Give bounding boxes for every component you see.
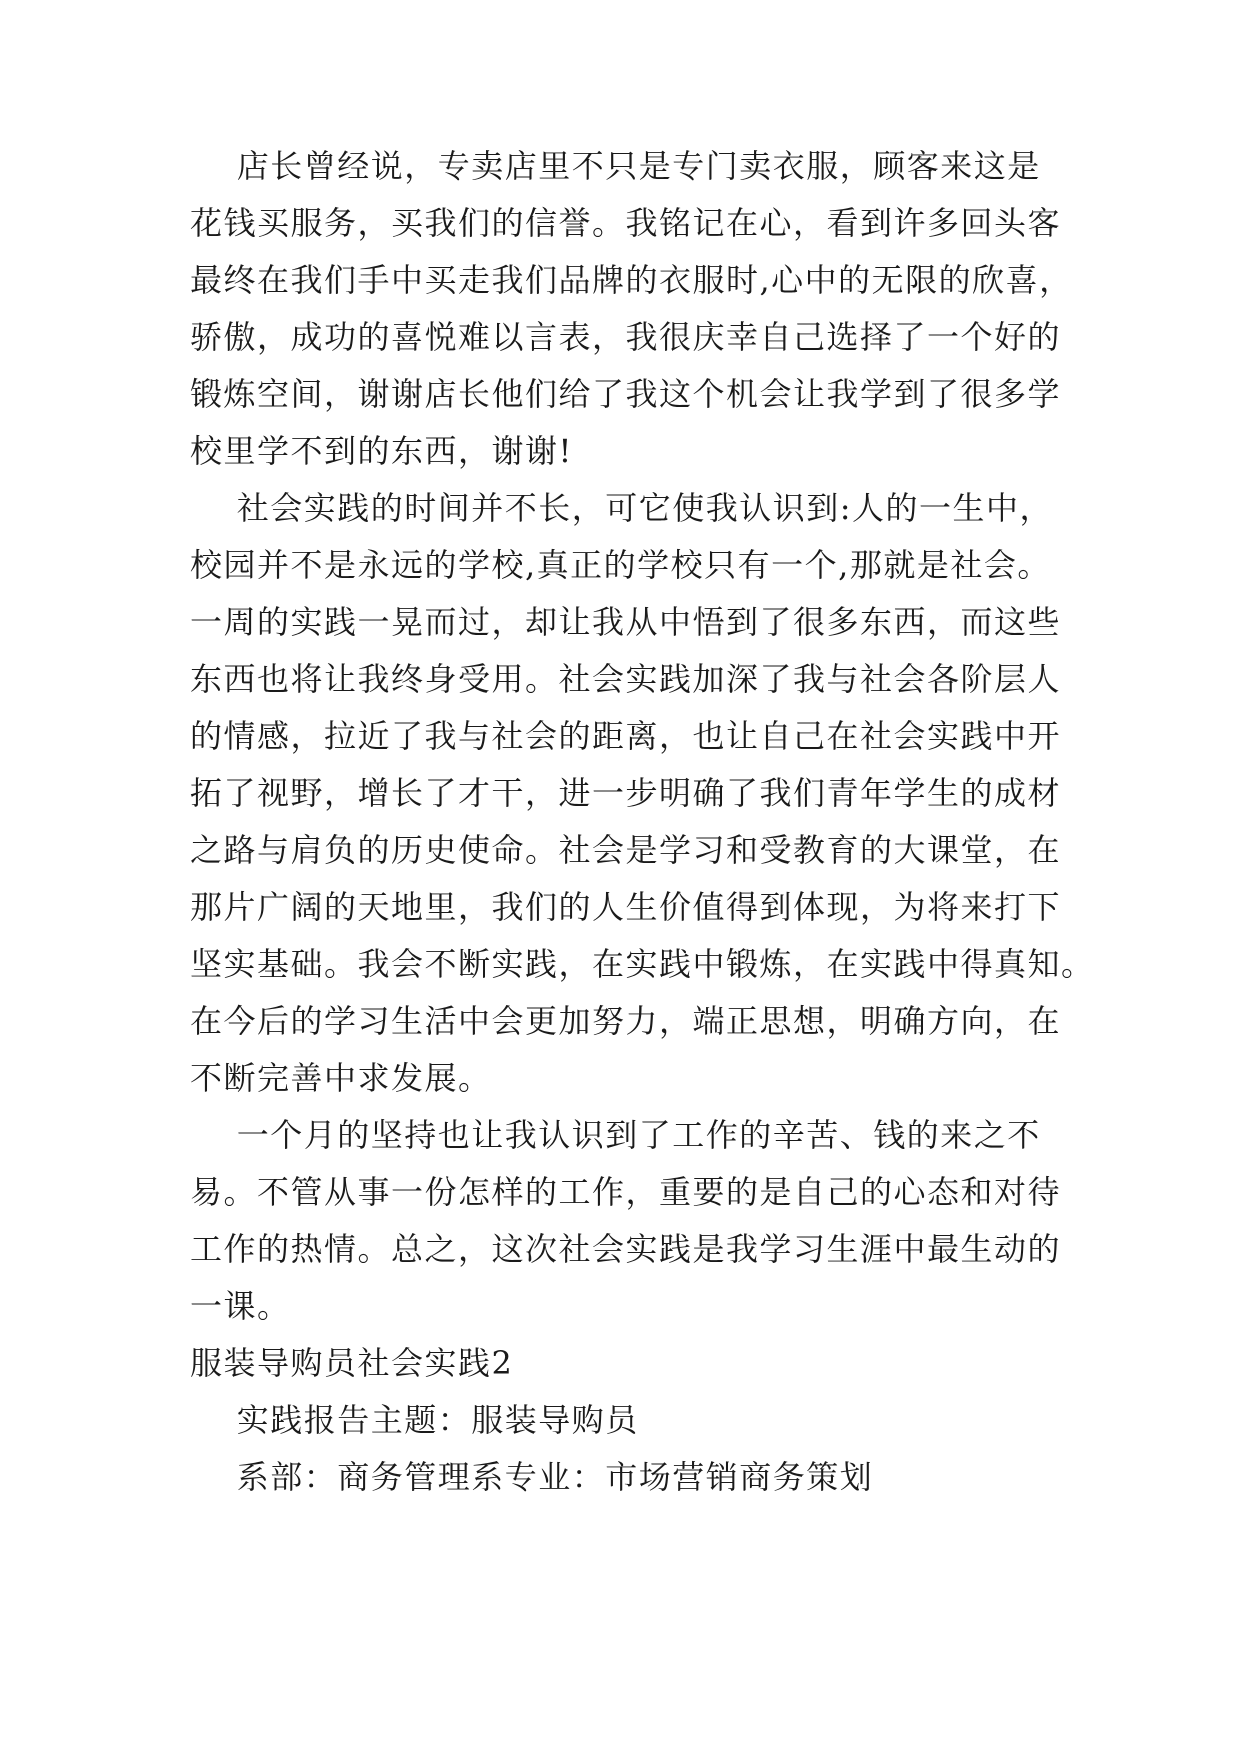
paragraph-line: 一周的实践一晃而过，却让我从中悟到了很多东西，而这些 — [190, 603, 1062, 641]
report-topic-line: 实践报告主题：服装导购员 — [190, 1401, 639, 1439]
paragraph-line: 那片广阔的天地里，我们的人生价值得到体现，为将来打下 — [190, 888, 1062, 926]
section-heading: 服装导购员社会实践2 — [190, 1344, 514, 1382]
paragraph-line: 最终在我们手中买走我们品牌的衣服时,心中的无限的欣喜， — [190, 261, 1073, 299]
paragraph-line: 的情感，拉近了我与社会的距离，也让自己在社会实践中开 — [190, 717, 1062, 755]
paragraph-line: 校里学不到的东西，谢谢! — [190, 432, 573, 470]
paragraph-line: 社会实践的时间并不长，可它使我认识到:人的一生中， — [190, 489, 1053, 527]
paragraph-line: 花钱买服务，买我们的信誉。我铭记在心，看到许多回头客 — [190, 204, 1062, 242]
paragraph-line: 不断完善中求发展。 — [190, 1059, 492, 1097]
paragraph-line: 一课。 — [190, 1287, 291, 1325]
paragraph-line: 之路与肩负的历史使命。社会是学习和受教育的大课堂，在 — [190, 831, 1062, 869]
paragraph-line: 拓了视野，增长了才干，进一步明确了我们青年学生的成材 — [190, 774, 1062, 812]
paragraph-line: 店长曾经说，专卖店里不只是专门卖衣服，顾客来这是 — [190, 147, 1041, 185]
paragraph-line: 坚实基础。我会不断实践，在实践中锻炼，在实践中得真知。 — [190, 945, 1095, 983]
paragraph-line: 锻炼空间，谢谢店长他们给了我这个机会让我学到了很多学 — [190, 375, 1062, 413]
paragraph-line: 工作的热情。总之，这次社会实践是我学习生涯中最生动的 — [190, 1230, 1062, 1268]
department-line: 系部：商务管理系专业：市场营销商务策划 — [190, 1458, 874, 1496]
paragraph-line: 易。不管从事一份怎样的工作，重要的是自己的心态和对待 — [190, 1173, 1062, 1211]
paragraph-line: 在今后的学习生活中会更加努力，端正思想，明确方向，在 — [190, 1002, 1062, 1040]
paragraph-line: 骄傲，成功的喜悦难以言表，我很庆幸自己选择了一个好的 — [190, 318, 1062, 356]
paragraph-line: 校园并不是永远的学校,真正的学校只有一个,那就是社会。 — [190, 546, 1051, 584]
paragraph-line: 一个月的坚持也让我认识到了工作的辛苦、钱的来之不 — [190, 1116, 1041, 1154]
paragraph-line: 东西也将让我终身受用。社会实践加深了我与社会各阶层人 — [190, 660, 1062, 698]
